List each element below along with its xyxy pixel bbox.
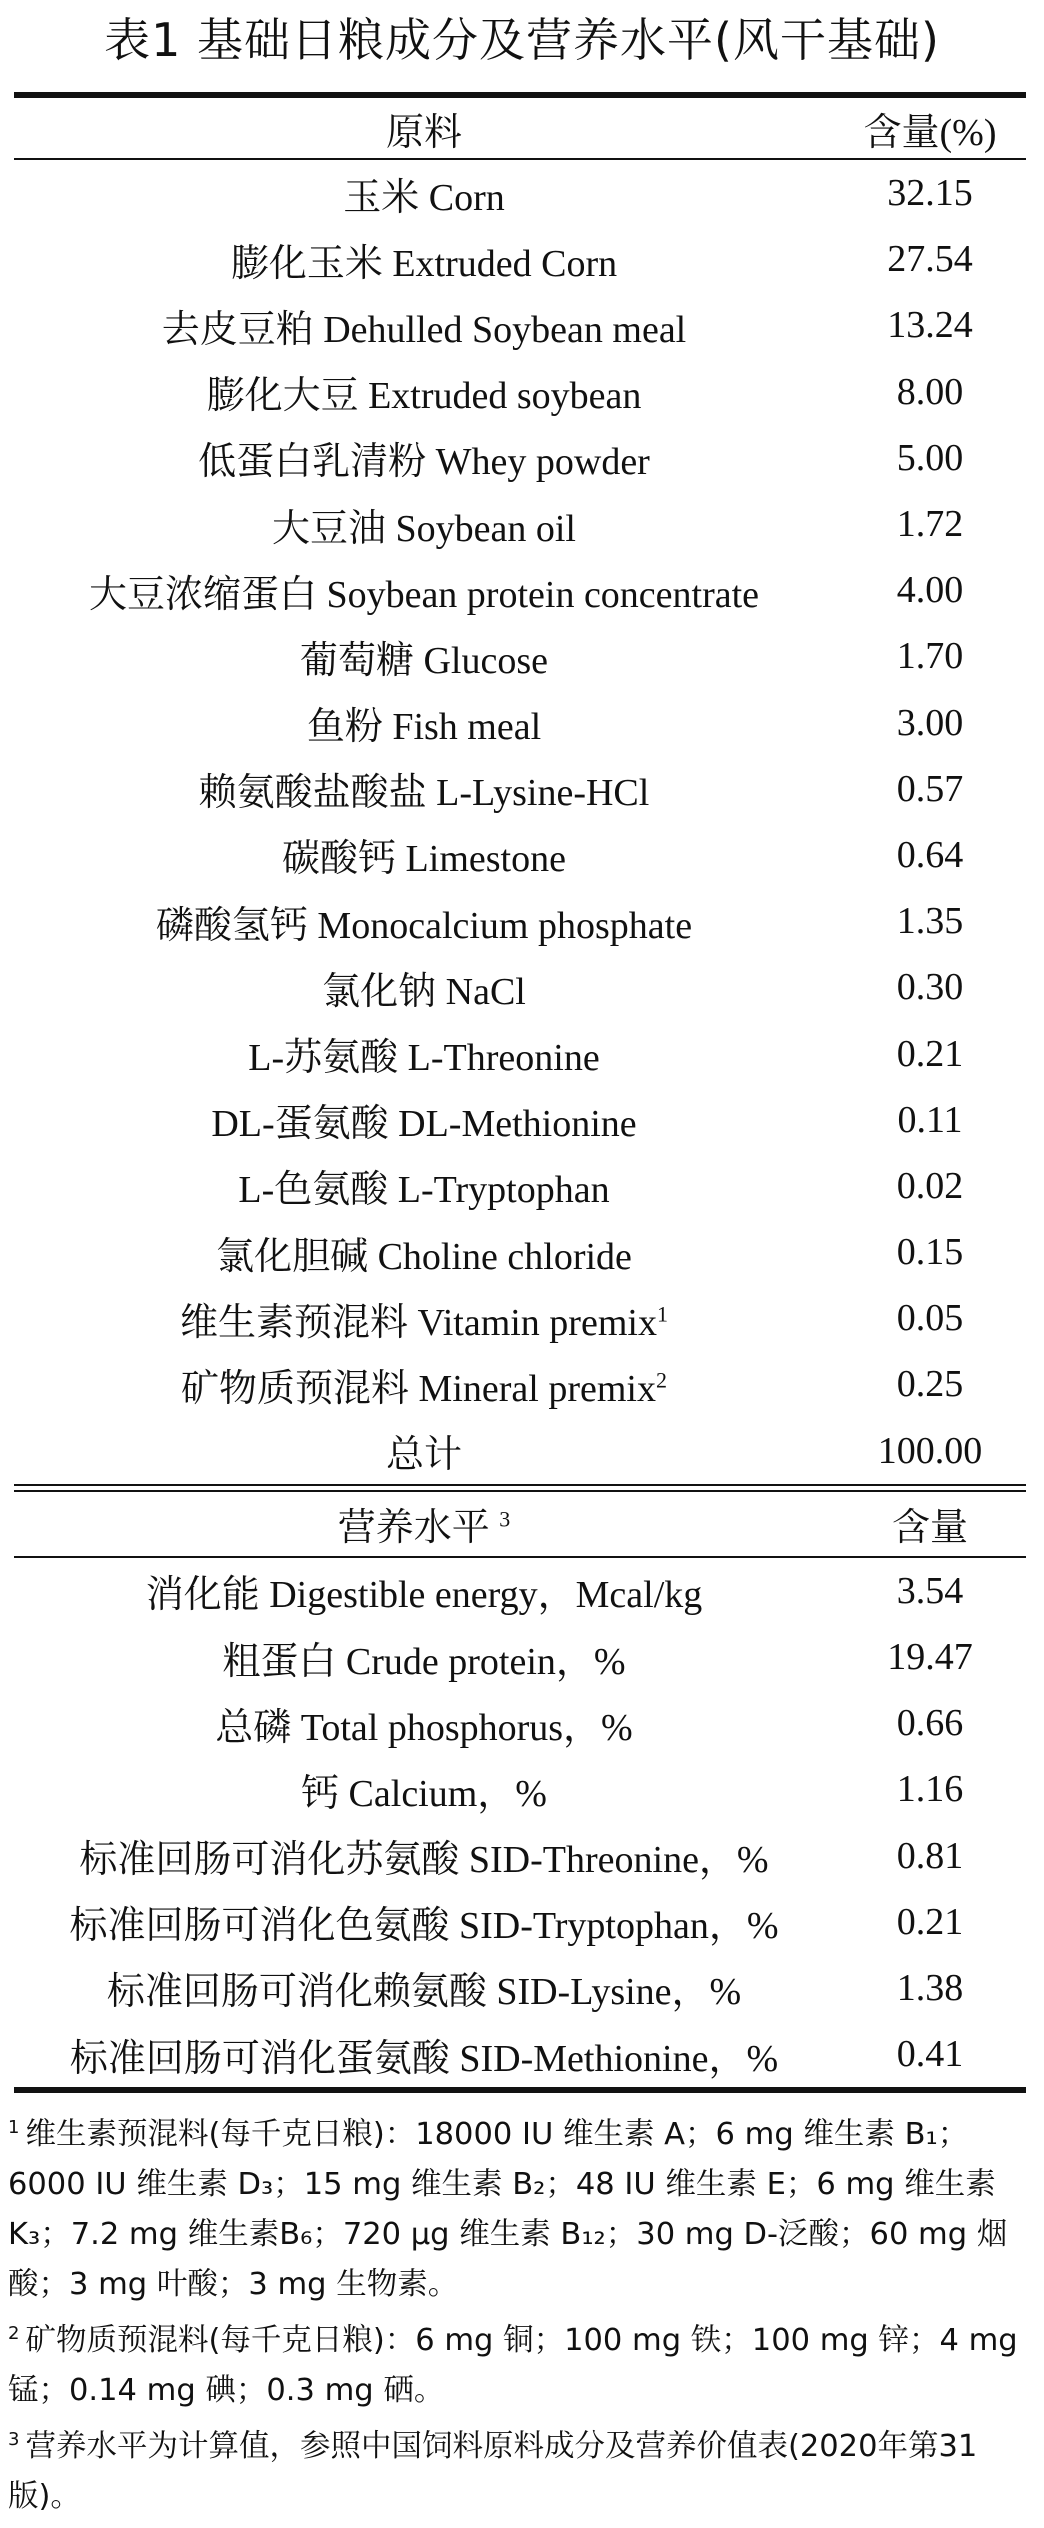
- ingredients-name-cell: [14, 563, 834, 618]
- ingredients-name-cell: [14, 629, 834, 684]
- nutrients-value: 0.41: [896, 2033, 964, 2076]
- ingredients-value: 0.30: [896, 966, 964, 1009]
- nutrients-name-cell: [14, 1828, 834, 1883]
- ingredients-name-cell: [14, 497, 834, 552]
- nutrients-name-cell: [14, 1894, 834, 1949]
- nutrients-row: [14, 1690, 1026, 1756]
- footnote-3: [8, 2422, 1038, 2522]
- footnote-1: [8, 2110, 1038, 2310]
- ingredients-row: [14, 623, 1026, 689]
- ingredients-value: 3.00: [896, 701, 964, 744]
- footnote-mark: 2: [8, 2322, 20, 2344]
- ingredients-value: 1.70: [896, 635, 964, 678]
- ingredients-name: 大豆油 Soybean oil: [272, 507, 576, 550]
- nutrients-value: 0.66: [896, 1702, 964, 1745]
- ingredients-row: [14, 888, 1026, 954]
- ingredients-name-cell: [14, 298, 834, 353]
- ingredients-row: [14, 1285, 1026, 1351]
- ingredients-value: 0.05: [896, 1297, 964, 1340]
- footnote-text: 矿物质预混料(每千克日粮)：6 mg 铜；100 mg 铁；100 mg 锌；4 mg 锰；0.14 mg 碘；0.3 mg 硒。: [8, 2323, 1018, 2408]
- ingredients-name: 矿物质预混料 Mineral premix: [181, 1367, 656, 1410]
- ingredients-name: 玉米 Corn: [343, 176, 505, 219]
- ingredients-value: 13.24: [887, 304, 973, 347]
- ingredients-name-cell: [14, 166, 834, 221]
- ingredients-value: 27.54: [887, 238, 973, 281]
- ingredients-name: 膨化大豆 Extruded soybean: [206, 375, 642, 418]
- nutrients-row: [14, 1889, 1026, 1955]
- ingredients-name: 磷酸氢钙 Monocalcium phosphate: [155, 904, 693, 947]
- nutrients-header-footnote-mark: 3: [499, 1506, 511, 1532]
- footnote-2: [8, 2316, 1038, 2416]
- ingredients-name: 氯化钠 NaCl: [322, 970, 526, 1013]
- nutrients-name: 总磷 Total phosphorus，%: [215, 1706, 633, 1749]
- ingredients-row: [14, 359, 1026, 425]
- nutrients-header-name: [14, 1496, 834, 1551]
- ingredients-row: [14, 690, 1026, 756]
- ingredients-value: 0.11: [897, 1098, 963, 1141]
- ingredients-name: 氯化胆碱 Choline chloride: [216, 1235, 632, 1278]
- ingredients-name-cell: [14, 1225, 834, 1280]
- nutrients-name-cell: [14, 1563, 834, 1618]
- ingredients-value: 0.02: [896, 1164, 964, 1207]
- ingredients-row: [14, 1219, 1026, 1285]
- ingredients-footnote-mark: 1: [656, 1301, 668, 1327]
- ingredients-row: [14, 756, 1026, 822]
- ingredients-value: 5.00: [896, 436, 964, 479]
- nutrients-row: [14, 1955, 1026, 2021]
- ingredients-name-cell: [14, 1026, 834, 1081]
- nutrients-name-cell: [14, 2027, 834, 2082]
- diet-composition-table: [14, 92, 1026, 2093]
- footnote-mark: 3: [8, 2428, 20, 2450]
- ingredients-name-cell: [14, 894, 834, 949]
- ingredients-row: [14, 822, 1026, 888]
- nutrients-name-cell: [14, 1696, 834, 1751]
- footnote-mark: 1: [8, 2116, 20, 2138]
- ingredients-value: 0.21: [896, 1032, 964, 1075]
- nutrients-name: 消化能 Digestible energy，Mcal/kg: [145, 1574, 703, 1617]
- ingredients-name: 总计: [385, 1434, 462, 1477]
- nutrients-value: 19.47: [887, 1636, 973, 1679]
- ingredients-name-cell: [14, 1158, 834, 1213]
- ingredients-name-cell: [14, 827, 834, 882]
- ingredients-name: 葡萄糖 Glucose: [299, 639, 549, 682]
- ingredients-name-cell: [14, 430, 834, 485]
- ingredients-value: 0.25: [896, 1363, 964, 1406]
- nutrients-value: 0.21: [896, 1900, 964, 1943]
- section-divider-rule: [14, 1484, 1026, 1492]
- ingredients-row: [14, 160, 1026, 226]
- ingredients-name: 膨化玉米 Extruded Corn: [230, 242, 618, 285]
- ingredients-name: 维生素预混料 Vitamin premix: [180, 1301, 657, 1344]
- ingredients-name-cell: [14, 960, 834, 1015]
- nutrients-name: 标准回肠可消化赖氨酸 SID-Lysine，%: [106, 1971, 742, 2014]
- ingredients-name-cell: [14, 1423, 834, 1478]
- ingredients-name: L-色氨酸 L-Tryptophan: [238, 1169, 610, 1212]
- ingredients-body: [14, 160, 1026, 1484]
- ingredients-name: 赖氨酸盐酸盐 L-Lysine-HCl: [198, 772, 650, 815]
- ingredients-row: [14, 1418, 1026, 1484]
- ingredients-header-row: [14, 98, 1026, 158]
- ingredients-name-cell: [14, 1357, 834, 1412]
- ingredients-row: [14, 954, 1026, 1020]
- ingredients-value: 0.57: [896, 767, 964, 810]
- table-title: 表1 基础日粮成分及营养水平(风干基础): [104, 13, 940, 67]
- nutrients-row: [14, 1756, 1026, 1822]
- ingredients-value: 8.00: [896, 370, 964, 413]
- ingredients-name: 碳酸钙 Limestone: [282, 838, 566, 881]
- ingredients-row: [14, 491, 1026, 557]
- ingredients-name-cell: [14, 761, 834, 816]
- ingredients-name-cell: [14, 1291, 834, 1346]
- ingredients-row: [14, 292, 1026, 358]
- nutrients-name: 标准回肠可消化苏氨酸 SID-Threonine，%: [79, 1839, 769, 1882]
- ingredients-footnote-mark: 2: [655, 1367, 667, 1393]
- nutrients-header-value: 含量: [891, 1507, 968, 1550]
- ingredients-name: 大豆浓缩蛋白 Soybean protein concentrate: [88, 573, 760, 616]
- ingredients-name: 鱼粉 Fish meal: [306, 706, 542, 749]
- ingredients-value: 32.15: [887, 172, 973, 215]
- nutrients-value: 3.54: [896, 1569, 964, 1612]
- nutrients-value: 0.81: [896, 1834, 964, 1877]
- nutrients-header-row: [14, 1492, 1026, 1556]
- footnote-text: 维生素预混料(每千克日粮)：18000 IU 维生素 A；6 mg 维生素 B₁；6000 IU 维生素 D₃；15 mg 维生素 B₂；48 IU 维生素 E；6 mg 维生素 K₃；7.2 mg 维生素B₆；720 μg 维生素 B₁₂；30 mg D-泛酸；60 mg 烟酸；3 mg 叶酸；3 mg 生物素。: [8, 2117, 1008, 2302]
- ingredients-row: [14, 557, 1026, 623]
- ingredients-name: L-苏氨酸 L-Threonine: [248, 1037, 600, 1080]
- ingredients-value: 1.72: [896, 503, 964, 546]
- ingredients-value: 1.35: [896, 900, 964, 943]
- nutrients-body: [14, 1558, 1026, 2088]
- nutrients-value: 1.16: [896, 1768, 964, 1811]
- ingredients-name: 去皮豆粕 Dehulled Soybean meal: [161, 308, 687, 351]
- table-bottom-rule: [14, 2087, 1026, 2093]
- nutrients-header-label: 营养水平: [337, 1507, 490, 1550]
- nutrients-name-cell: [14, 1960, 834, 2015]
- nutrients-name: 标准回肠可消化蛋氨酸 SID-Methionine，%: [69, 2037, 779, 2080]
- nutrients-name-cell: [14, 1762, 834, 1817]
- ingredients-row: [14, 1020, 1026, 1086]
- nutrients-row: [14, 2021, 1026, 2087]
- footnotes: [8, 2110, 1038, 2528]
- nutrients-name: 钙 Calcium，%: [301, 1772, 547, 1815]
- ingredients-row: [14, 1153, 1026, 1219]
- nutrients-row: [14, 1823, 1026, 1889]
- ingredients-name-cell: [14, 364, 834, 419]
- nutrients-name: 标准回肠可消化色氨酸 SID-Tryptophan，%: [69, 1905, 779, 1948]
- ingredients-row: [14, 1351, 1026, 1417]
- nutrients-row: [14, 1558, 1026, 1624]
- footnote-text: 营养水平为计算值，参照中国饲料原料成分及营养价值表(2020年第31版)。: [8, 2429, 978, 2514]
- ingredients-name-cell: [14, 695, 834, 750]
- ingredients-header-value: 含量(%): [863, 111, 997, 154]
- ingredients-name: 低蛋白乳清粉 Whey powder: [198, 441, 650, 484]
- ingredients-value: 0.64: [896, 833, 964, 876]
- ingredients-value: 0.15: [896, 1231, 964, 1274]
- ingredients-header-name: 原料: [385, 111, 462, 154]
- nutrients-value: 1.38: [896, 1966, 964, 2009]
- ingredients-name-cell: [14, 1092, 834, 1147]
- ingredients-value: 4.00: [896, 569, 964, 612]
- ingredients-name-cell: [14, 232, 834, 287]
- nutrients-name-cell: [14, 1630, 834, 1685]
- nutrients-row: [14, 1624, 1026, 1690]
- ingredients-value: 100.00: [877, 1429, 983, 1472]
- ingredients-row: [14, 425, 1026, 491]
- ingredients-row: [14, 1087, 1026, 1153]
- nutrients-name: 粗蛋白 Crude protein，%: [222, 1640, 626, 1683]
- ingredients-name: DL-蛋氨酸 DL-Methionine: [211, 1103, 637, 1146]
- ingredients-row: [14, 226, 1026, 292]
